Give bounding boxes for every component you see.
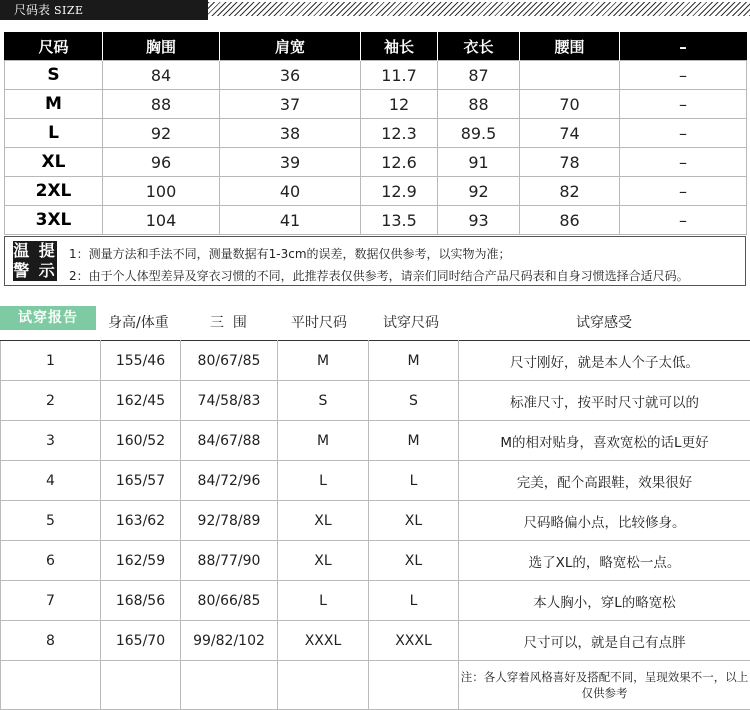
size-cell: 88 — [438, 90, 520, 119]
feedback-cell: 完美，配个高跟鞋，效果很好 — [459, 461, 750, 501]
report-cell: 4 — [1, 461, 101, 501]
report-cell: 84/67/88 — [181, 421, 278, 461]
size-row — [5, 148, 747, 177]
size-cell: 13.5 — [361, 206, 438, 235]
size-cell: 12.3 — [361, 119, 438, 148]
report-cell: 7 — [1, 581, 101, 621]
report-footer-row — [1, 661, 750, 710]
col-header: 袖长 — [361, 33, 438, 61]
feedback-cell: 本人胸小，穿L的略宽松 — [459, 581, 750, 621]
col-header: 腰围 — [520, 33, 620, 61]
size-cell: 100 — [103, 177, 220, 206]
feedback-cell: 尺寸刚好，就是本人个子太低。 — [459, 341, 750, 381]
report-cell: 99/82/102 — [181, 621, 278, 661]
feedback-cell: 尺寸可以，就是自己有点胖 — [459, 621, 750, 661]
size-cell: 74 — [520, 119, 620, 148]
report-cell: L — [278, 581, 369, 621]
disclaimer: 注：各人穿着风格喜好及搭配不同，呈现效果不一，以上仅供参考 — [459, 661, 750, 710]
report-cell: M — [369, 421, 459, 461]
report-cell: L — [369, 581, 459, 621]
size-row — [5, 119, 747, 148]
size-cell: – — [620, 119, 747, 148]
size-label: S — [5, 61, 103, 90]
report-row — [1, 621, 750, 661]
size-cell: 40 — [220, 177, 361, 206]
report-col-header: 试穿感受 — [576, 312, 632, 332]
report-col-header: 试穿尺码 — [383, 312, 439, 332]
report-cell: S — [278, 381, 369, 421]
report-cell: 165/70 — [101, 621, 181, 661]
report-row — [1, 461, 750, 501]
size-cell: 89.5 — [438, 119, 520, 148]
report-cell: 163/62 — [101, 501, 181, 541]
title-en: SIZE — [54, 4, 84, 17]
report-cell: L — [369, 461, 459, 501]
size-cell: 38 — [220, 119, 361, 148]
report-cell: 92/78/89 — [181, 501, 278, 541]
report-cell: 1 — [1, 341, 101, 381]
tips-badge-line2: 警 示 — [13, 261, 57, 281]
size-cell: 96 — [103, 148, 220, 177]
report-cell: XXXL — [278, 621, 369, 661]
size-cell: 82 — [520, 177, 620, 206]
report-cell: XL — [278, 501, 369, 541]
size-table-header-row — [5, 33, 747, 61]
size-cell: – — [620, 90, 747, 119]
size-chart-title — [0, 0, 208, 20]
decorative-stripes — [208, 2, 750, 16]
size-cell: 11.7 — [361, 61, 438, 90]
tips-badge — [13, 241, 57, 281]
size-table — [4, 32, 747, 235]
size-cell: 92 — [103, 119, 220, 148]
size-cell: 92 — [438, 177, 520, 206]
report-cell: 88/77/90 — [181, 541, 278, 581]
report-cell: 80/66/85 — [181, 581, 278, 621]
col-header: 衣长 — [438, 33, 520, 61]
empty-cell — [369, 661, 459, 710]
col-header: – — [620, 33, 747, 61]
report-cell: 165/57 — [101, 461, 181, 501]
report-cell: 2 — [1, 381, 101, 421]
size-cell: 12.6 — [361, 148, 438, 177]
report-cell: 155/46 — [101, 341, 181, 381]
report-cell: XL — [369, 541, 459, 581]
report-cell: XL — [278, 541, 369, 581]
report-col-header: 平时尺码 — [291, 312, 347, 332]
report-col-header: 三 围 — [210, 312, 247, 332]
col-header: 肩宽 — [220, 33, 361, 61]
size-cell: 88 — [103, 90, 220, 119]
tip-note-2: 2：由于个人体型差异及穿衣习惯的不同，此推荐表仅供参考，请亲们同时结合产品尺码表和自身习惯选择合适尺码。 — [69, 267, 689, 284]
size-cell: 37 — [220, 90, 361, 119]
report-cell: S — [369, 381, 459, 421]
size-label: 3XL — [5, 206, 103, 235]
feedback-cell: 选了XL的，略宽松一点。 — [459, 541, 750, 581]
tip-note-1: 1：测量方法和手法不同，测量数据有1-3cm的误差，数据仅供参考，以实物为准； — [69, 245, 511, 262]
size-cell: 87 — [438, 61, 520, 90]
tips-badge-line1: 温 提 — [13, 241, 57, 261]
size-label: L — [5, 119, 103, 148]
report-table — [0, 340, 750, 710]
size-cell: 104 — [103, 206, 220, 235]
report-row — [1, 341, 750, 381]
size-cell — [520, 61, 620, 90]
report-cell: M — [278, 421, 369, 461]
feedback-cell: M的相对贴身，喜欢宽松的话L更好 — [459, 421, 750, 461]
size-row — [5, 206, 747, 235]
size-label: M — [5, 90, 103, 119]
size-cell: 12.9 — [361, 177, 438, 206]
size-chart-header — [0, 0, 750, 20]
report-cell: 162/59 — [101, 541, 181, 581]
feedback-cell: 标准尺寸，按平时尺寸就可以的 — [459, 381, 750, 421]
report-row — [1, 421, 750, 461]
report-cell: 162/45 — [101, 381, 181, 421]
report-cell: 168/56 — [101, 581, 181, 621]
report-col-header: 身高/体重 — [108, 312, 169, 332]
size-cell: 12 — [361, 90, 438, 119]
size-cell: 78 — [520, 148, 620, 177]
title-cn: 尺码表 — [14, 3, 50, 17]
report-row — [1, 501, 750, 541]
empty-cell — [101, 661, 181, 710]
report-cell: M — [369, 341, 459, 381]
empty-cell — [181, 661, 278, 710]
report-cell: XL — [369, 501, 459, 541]
report-cell: 5 — [1, 501, 101, 541]
size-cell: 39 — [220, 148, 361, 177]
report-cell: 160/52 — [101, 421, 181, 461]
size-cell: – — [620, 206, 747, 235]
col-header: 胸围 — [103, 33, 220, 61]
feedback-cell: 尺码略偏小点，比较修身。 — [459, 501, 750, 541]
report-cell: 80/67/85 — [181, 341, 278, 381]
tips-box — [4, 236, 746, 286]
report-cell: 8 — [1, 621, 101, 661]
size-cell: 84 — [103, 61, 220, 90]
empty-cell — [278, 661, 369, 710]
report-cell: 84/72/96 — [181, 461, 278, 501]
report-cell: 74/58/83 — [181, 381, 278, 421]
size-cell: – — [620, 177, 747, 206]
size-cell: – — [620, 148, 747, 177]
report-row — [1, 541, 750, 581]
report-row — [1, 381, 750, 421]
size-label: XL — [5, 148, 103, 177]
size-row — [5, 177, 747, 206]
report-badge: 试穿报告 — [0, 306, 96, 330]
size-cell: 91 — [438, 148, 520, 177]
size-cell: 93 — [438, 206, 520, 235]
size-row — [5, 61, 747, 90]
size-label: 2XL — [5, 177, 103, 206]
report-cell: 6 — [1, 541, 101, 581]
report-cell: XXXL — [369, 621, 459, 661]
report-row — [1, 581, 750, 621]
size-cell: 86 — [520, 206, 620, 235]
empty-cell — [1, 661, 101, 710]
size-cell: – — [620, 61, 747, 90]
col-header: 尺码 — [5, 33, 103, 61]
size-cell: 36 — [220, 61, 361, 90]
report-cell: L — [278, 461, 369, 501]
size-cell: 41 — [220, 206, 361, 235]
report-cell: M — [278, 341, 369, 381]
size-row — [5, 90, 747, 119]
report-cell: 3 — [1, 421, 101, 461]
size-cell: 70 — [520, 90, 620, 119]
